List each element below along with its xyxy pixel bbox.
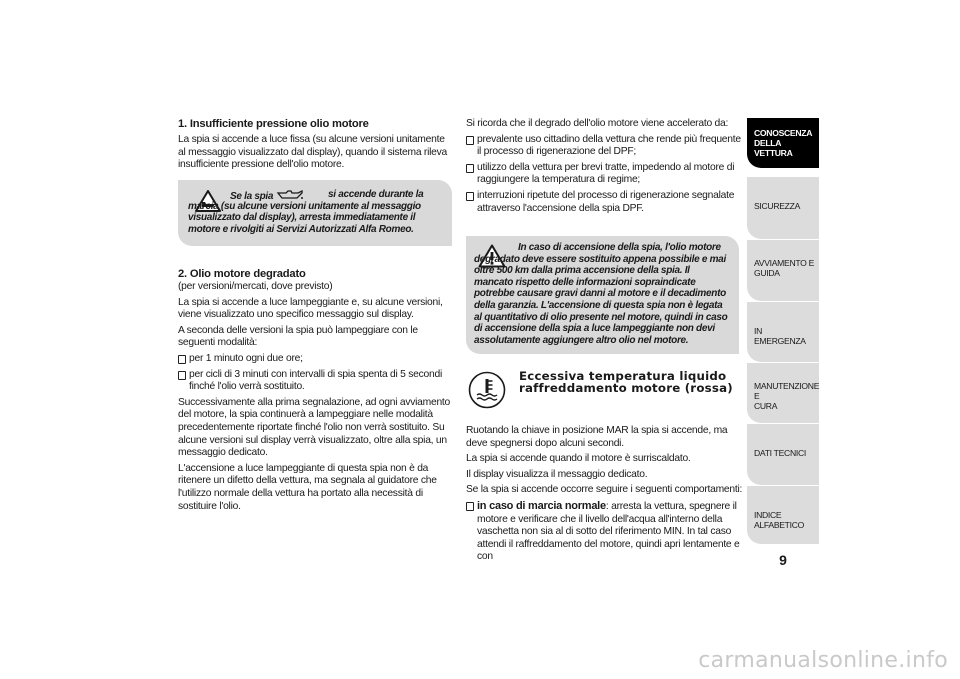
paragraph: Ruotando la chiave in posizione MAR la spia si accende, ma deve spegnersi dopo alcuni secondi. — [466, 425, 728, 449]
tab-label: MANUTENZIONE E — [754, 381, 820, 401]
coolant-temperature-icon — [468, 371, 506, 409]
bullet-box-icon — [466, 502, 474, 511]
list-item-text: per cicli di 3 minuti con intervalli di spia spenta di 5 secondi finché l'olio verrà sostituito. — [189, 368, 443, 393]
list-item — [466, 190, 744, 215]
list-item-text: : arresta la vettura, spegnere il motore e verificare che il livello dell'acqua all'interno della vaschetta non sia al di sotto del riferimento MIN. In tal caso attendi il raffreddamento del motore, quindi apri lentamente e con — [477, 500, 740, 563]
warning-box-oil-pressure — [178, 180, 452, 246]
list-item — [466, 162, 744, 187]
tab-manutenzione-e-cura[interactable] — [747, 363, 819, 423]
tab-avviamento-e-guida[interactable] — [747, 240, 819, 301]
paragraph: A seconda delle versioni la spia può lampeggiare con le seguenti modalità: — [178, 324, 418, 349]
paragraph: Successivamente alla prima segnalazione, ad ogni avviamento del motore, la spia continuerà a lampeggiare nelle modalità precedentemente riportate finché l'olio non verrà sostituito. Su alcune versioni sul display verrà visualizzato, oltre alla spia, un messaggio dedicato. — [178, 396, 451, 459]
section-title-oil-pressure: 1. Insufficiente pressione olio motore — [178, 118, 369, 130]
warning-text-rest: si accende durante la marcia (su alcune versioni unitamente al messaggio visualizzato dal display), arresta immediatamente il motore e rivolgiti ai Servizi Autorizzati Alfa Romeo. — [188, 189, 424, 235]
tab-label: INDICE ALFABETICO — [754, 510, 805, 530]
tab-label: IN EMERGENZA — [754, 326, 806, 346]
paragraph: La spia si accende a luce lampeggiante e, su alcune versioni, viene visualizzato uno specifico messaggio sul display. — [178, 296, 443, 321]
watermark: carmanualsonline.info — [698, 648, 948, 673]
left-column — [178, 118, 452, 172]
tab-in-emergenza[interactable] — [747, 302, 819, 362]
list-item — [178, 369, 452, 394]
paragraph: La spia si accende a luce fissa (su alcune versioni unitamente al messaggio visualizzato dal display), quando il sistema rileva insufficiente pressione dell'olio motore. — [178, 134, 448, 171]
warning-text: In caso di accensione della spia, l'olio motore degradato deve essere sostituito appena possibile e mai oltre 500 km dalla prima accensione della spia. Il mancato rispetto delle informazioni sopraindicate potrebbe causare gravi danni al motore e il decadimento della garanzia. L'accensione di questa spia non è legata al quantitativo di olio presente nel motore, quindi in caso di accensione della spia a luce lampeggiante non devi assolutamente aggiungere altro olio nel motore. — [474, 242, 728, 346]
paragraph: La spia si accende quando il motore è surriscaldato. — [466, 453, 691, 465]
middle-column-lower — [466, 425, 744, 564]
middle-column — [466, 118, 744, 215]
paragraph: Il display visualizza il messaggio dedicato. — [466, 468, 648, 480]
tab-label: SICUREZZA — [754, 201, 801, 211]
list-item — [466, 134, 744, 159]
list-item-text: utilizzo della vettura per brevi tratte, impedendo al motore di raggiungere la temperatura di regime; — [477, 161, 735, 186]
bullet-box-icon — [466, 164, 474, 173]
list-item — [466, 500, 744, 564]
paragraph: Se la spia si accende occorre seguire i seguenti comportamenti: — [466, 484, 743, 496]
warning-text-start: Se la spia — [230, 191, 274, 202]
section-title-oil-degraded: 2. Olio motore degradato — [178, 268, 306, 280]
section-heading-coolant: Eccessiva temperatura liquido raffreddamento motore (rossa) — [519, 369, 733, 395]
list-item — [178, 353, 452, 366]
left-column-lower — [178, 268, 452, 513]
tab-label: CONOSCENZA — [754, 128, 813, 138]
tab-label: CURA — [754, 401, 778, 411]
tab-label: GUIDA — [754, 268, 780, 278]
warning-box-oil-degraded — [466, 236, 739, 354]
tab-label: DELLA VETTURA — [754, 138, 793, 158]
list-item-text: interruzioni ripetute del processo di rigenerazione segnalate attraverso l'accensione della spia DPF. — [477, 189, 735, 214]
paragraph: L'accensione a luce lampeggiante di questa spia non è da ritenere un difetto della vettura, ma segnala al guidatore che l'utilizzo normale della vettura ha portato alla necessità di sostituire l'olio. — [178, 462, 437, 512]
tab-sicurezza[interactable] — [747, 177, 819, 239]
tab-conoscenza-della-vettura[interactable] — [747, 118, 819, 168]
tab-label: DATI TECNICI — [754, 448, 806, 458]
tab-indice-alfabetico[interactable] — [747, 486, 819, 544]
bullet-box-icon — [178, 355, 186, 364]
bullet-box-icon — [466, 192, 474, 201]
list-item-text: prevalente uso cittadino della vettura che rende più frequente il processo di rigenerazione del DPF; — [477, 133, 741, 158]
list-item-bold: in caso di marcia normale — [477, 499, 606, 512]
tab-dati-tecnici[interactable] — [747, 424, 819, 485]
tab-label: AVVIAMENTO E — [754, 258, 815, 268]
subtitle: (per versioni/mercati, dove previsto) — [178, 281, 333, 292]
page-number: 9 — [779, 552, 787, 568]
paragraph: Si ricorda che il degrado dell'olio motore viene accelerato da: — [466, 118, 729, 129]
bullet-box-icon — [466, 136, 474, 145]
list-item-text: per 1 minuto ogni due ore; — [189, 352, 303, 364]
bullet-box-icon — [178, 371, 186, 380]
